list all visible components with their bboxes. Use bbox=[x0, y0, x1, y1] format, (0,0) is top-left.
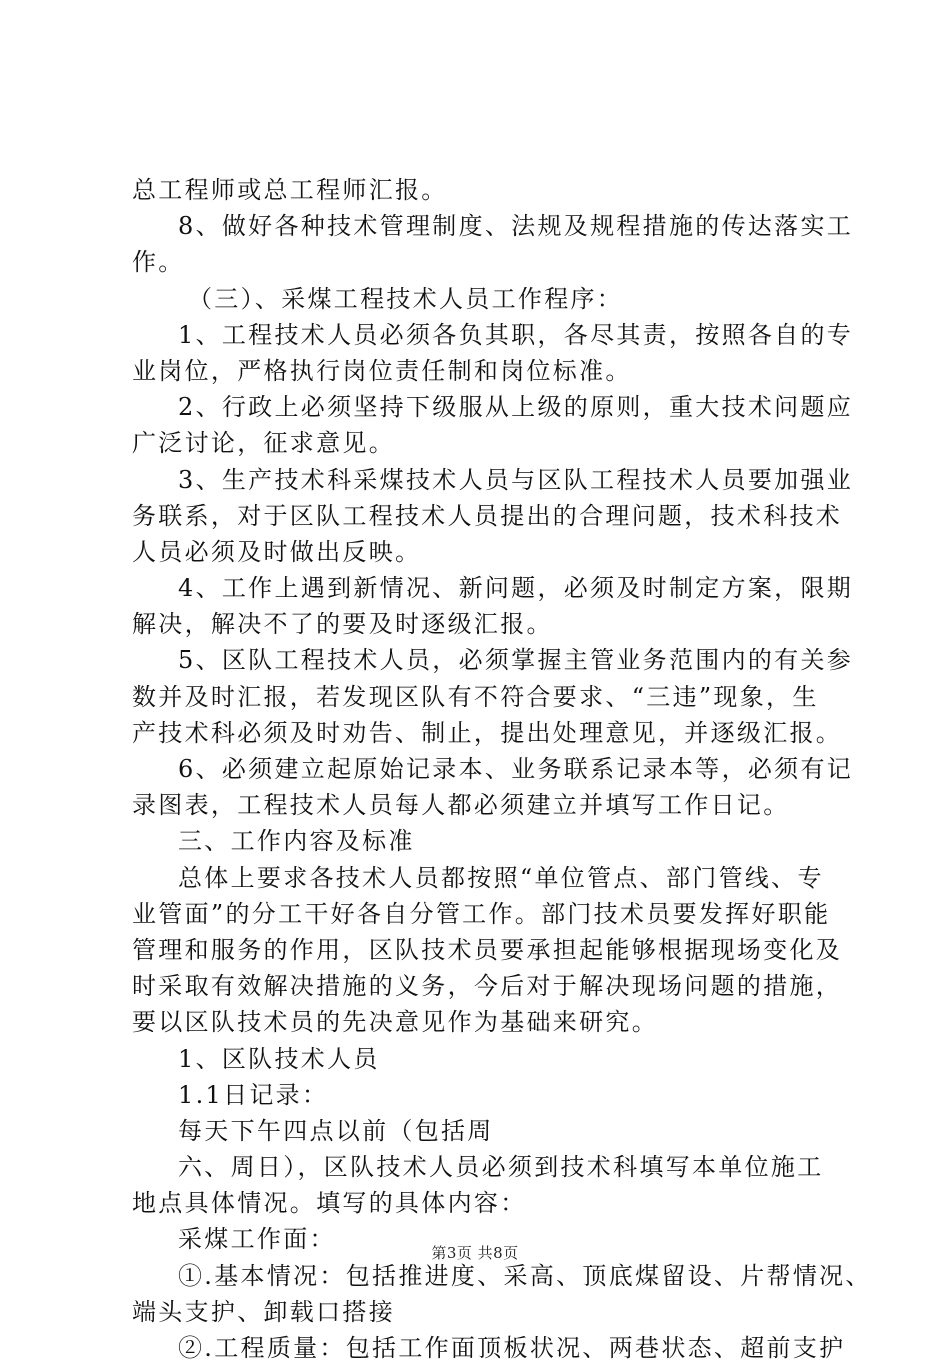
text-line: 每天下午四点以前（包括周 bbox=[178, 1116, 494, 1145]
text-line: 5、区队工程技术人员，必须掌握主管业务范围内的有关参 bbox=[178, 646, 854, 675]
text-line: 总体上要求各技术人员都按照“单位管点、部门管线、专 bbox=[178, 863, 824, 892]
text-line: 1、区队技术人员 bbox=[178, 1044, 380, 1073]
text-line: 录图表，工程技术人员每人都必须建立并填写工作日记。 bbox=[132, 791, 790, 820]
text-line: 采煤工作面： bbox=[178, 1225, 336, 1254]
text-line: 广泛讨论，征求意见。 bbox=[132, 429, 395, 458]
text-line: 1.1日记录： bbox=[178, 1080, 329, 1109]
text-line: 3、生产技术科采煤技术人员与区队工程技术人员要加强业 bbox=[178, 465, 854, 494]
text-line: 产技术科必须及时劝告、制止，提出处理意见，并逐级汇报。 bbox=[132, 718, 843, 747]
text-line: 业岗位，严格执行岗位责任制和岗位标准。 bbox=[132, 356, 632, 385]
text-line: ②.工程质量：包括工作面顶板状况、两巷状态、超前支护 bbox=[178, 1334, 846, 1362]
text-line: 4、工作上遇到新情况、新问题，必须及时制定方案，限期 bbox=[178, 574, 854, 603]
text-line: 时采取有效解决措施的义务，今后对于解决现场问题的措施， bbox=[132, 972, 843, 1001]
document-body bbox=[132, 172, 872, 1366]
page-footer: 第3页 共8页 bbox=[431, 1244, 519, 1262]
text-line: 作。 bbox=[132, 248, 185, 277]
text-line: （三）、采煤工程技术人员工作程序： bbox=[188, 284, 624, 313]
text-line: 人员必须及时做出反映。 bbox=[132, 537, 422, 566]
text-line: 1、工程技术人员必须各负其职，各尽其责，按照各自的专 bbox=[178, 320, 854, 349]
text-line: 总工程师或总工程师汇报。 bbox=[132, 176, 448, 204]
text-line: 数并及时汇报，若发现区队有不符合要求、“三违”现象，生 bbox=[132, 682, 819, 711]
text-line: 2、行政上必须坚持下级服从上级的原则，重大技术问题应 bbox=[178, 393, 854, 422]
text-line: 8、做好各种技术管理制度、法规及规程措施的传达落实工 bbox=[178, 212, 854, 241]
text-line: 业管面”的分工干好各自分管工作。部门技术员要发挥好职能 bbox=[132, 899, 831, 928]
text-line: 务联系，对于区队工程技术人员提出的合理问题，技术科技术 bbox=[132, 501, 843, 530]
text-line: 管理和服务的作用，区队技术员要承担起能够根据现场变化及 bbox=[132, 935, 843, 964]
text-line: 三、工作内容及标准 bbox=[178, 827, 415, 856]
text-line: 端头支护、卸载口搭接 bbox=[132, 1297, 395, 1326]
text-line: 地点具体情况。填写的具体内容： bbox=[132, 1189, 527, 1218]
text-line: 6、必须建立起原始记录本、业务联系记录本等，必须有记 bbox=[178, 755, 854, 783]
text-line: 六、周日），区队技术人员必须到技术科填写本单位施工 bbox=[178, 1153, 824, 1182]
text-line: ①.基本情况：包括推进度、采高、顶底煤留设、片帮情况、 bbox=[178, 1261, 872, 1290]
text-line: 解决，解决不了的要及时逐级汇报。 bbox=[132, 610, 553, 639]
text-line: 要以区队技术员的先决意见作为基础来研究。 bbox=[132, 1008, 658, 1037]
